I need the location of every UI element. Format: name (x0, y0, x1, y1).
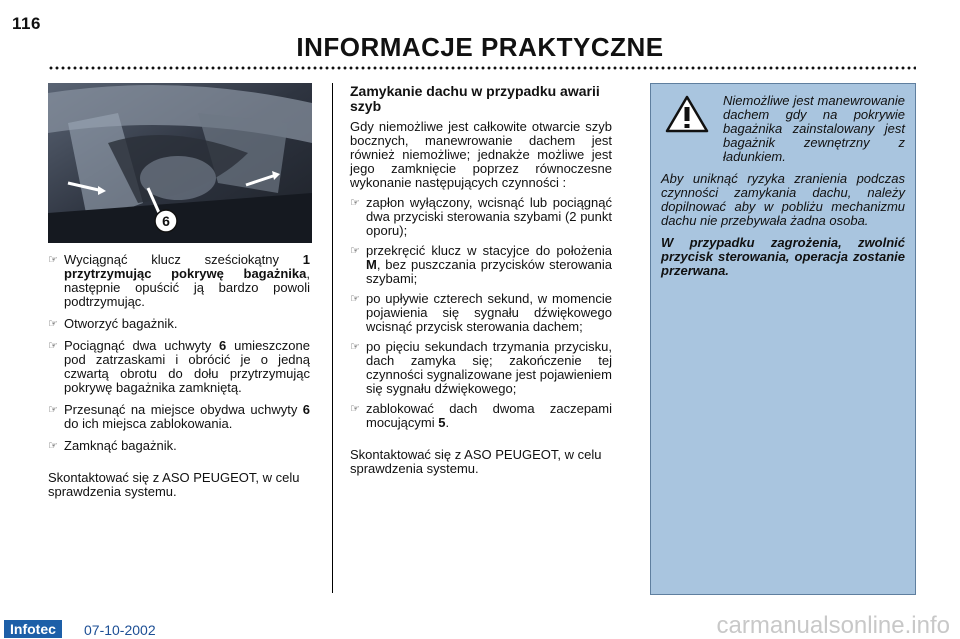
page-number: 116 (12, 14, 41, 33)
list-item-text: 5 (438, 415, 446, 430)
list-item (350, 340, 612, 396)
list-item (350, 196, 612, 238)
left-column (48, 253, 310, 499)
list-item (350, 244, 612, 286)
list-item-text: po pięciu sekundach trzymania przycisku, dach zamyka się; zakończenie tej czynności sygnalizowane jest pojawieniem się sygnału dźwiękowego; (366, 339, 612, 396)
list-item-text: , następnie opuścić ją bardzo powoli podtrzymując. (64, 266, 310, 309)
warning-box (650, 83, 916, 595)
left-contact-note: Skontaktować się z ASO PEUGEOT, w celu sprawdzenia systemu. (48, 470, 300, 499)
watermark: carmanualsonline.info (716, 612, 950, 639)
pointing-hand-icon: ☞ (350, 403, 360, 415)
list-item-text: Wyciągnąć klucz sześciokątny (64, 252, 303, 267)
warning-paragraph-3: W przypadku zagrożenia, zwolnić przycisk sterowania, operacja zostanie przerwana. (661, 235, 905, 278)
middle-contact-note: Skontaktować się z ASO PEUGEOT, w celu sprawdzenia systemu. (350, 447, 602, 476)
list-item-text: zablokować dach dwoma zaczepami mocującymi (366, 401, 612, 430)
list-item-text: . (445, 415, 450, 430)
section-heading: Zamykanie dachu w przypadku awarii szyb (350, 83, 600, 114)
pointing-hand-icon: ☞ (48, 318, 58, 330)
middle-column (350, 84, 612, 476)
list-item-text: M (366, 257, 377, 272)
list-item-text: Zamknąć bagażnik. (64, 438, 177, 453)
list-item (350, 402, 612, 430)
list-item (48, 339, 310, 395)
list-item-text: Przesunąć na miejsce obydwa uchwyty (64, 402, 303, 417)
list-item (48, 403, 310, 431)
list-item-text: zapłon wyłączony, wcisnąć lub pociągnąć dwa przyciski sterowania szybami (2 punkt oporu); (366, 195, 612, 238)
list-item-text: 1 przytrzymując pokrywę bagażnika (64, 252, 310, 281)
warning-paragraph-1: Niemożliwe jest manewrowanie dachem gdy na pokrywie bagażnika zainstalowany jest bagażnik zewnętrzny z ładunkiem. (723, 93, 905, 164)
list-item-text: przekręcić klucz w stacyjce do położenia (366, 243, 612, 258)
footer-date: 07-10-2002 (84, 622, 156, 638)
pointing-hand-icon: ☞ (350, 197, 360, 209)
pointing-hand-icon: ☞ (48, 404, 58, 416)
section-intro: Gdy niemożliwe jest całkowite otwarcie szyb bocznych, manewrowanie dachem jest również niemożliwe; jednakże możliwe jest jego zamknięcie poprzez równoczesne wykonanie następujących czynności : (350, 119, 612, 190)
pointing-hand-icon: ☞ (48, 440, 58, 452)
pointing-hand-icon: ☞ (48, 254, 58, 266)
list-item-text: 6 (302, 402, 310, 417)
warning-paragraph-2: Aby uniknąć ryzyka zranienia podczas czynności zamykania dachu, należy dopilnować aby w pobliżu mechanizmu dachu nie przebywała żadna osoba. (661, 171, 905, 228)
list-item (48, 439, 310, 453)
list-item (48, 317, 310, 331)
warning-text (661, 94, 905, 278)
pointing-hand-icon: ☞ (48, 340, 58, 352)
trunk-mechanism-photo (48, 83, 312, 243)
pointing-hand-icon: ☞ (350, 293, 360, 305)
list-item (350, 292, 612, 334)
pointing-hand-icon: ☞ (350, 245, 360, 257)
photo-illustration (48, 83, 312, 243)
list-item-text: po upływie czterech sekund, w momencie pojawienia się sygnału dźwiękowego wcisnąć przycisk sterowania dachem; (366, 291, 612, 334)
left-instructions-list (48, 253, 310, 453)
list-item-text: 6 (219, 338, 227, 353)
pointing-hand-icon: ☞ (350, 341, 360, 353)
page-title: INFORMACJE PRAKTYCZNE (296, 32, 664, 62)
list-item-text: do ich miejsca zablokowania. (64, 416, 233, 431)
list-item-text: Otworzyć bagażnik. (64, 316, 178, 331)
list-item-text: Pociągnąć dwa uchwyty (64, 338, 220, 353)
dotted-divider (48, 66, 916, 70)
roof-closing-steps-list (350, 196, 612, 430)
list-item-text: , bez puszczania przycisków sterowania szybami; (366, 257, 612, 286)
list-item (48, 253, 310, 309)
infotec-badge: Infotec (4, 620, 62, 638)
photo-callout-6: 6 (162, 213, 170, 229)
column-divider (332, 83, 333, 593)
list-item-text: umieszczone pod zatrzaskami i obrócić je o jedną czwartą obrotu do dołu przytrzymując pokrywę bagażnika zamkniętą. (64, 338, 310, 395)
